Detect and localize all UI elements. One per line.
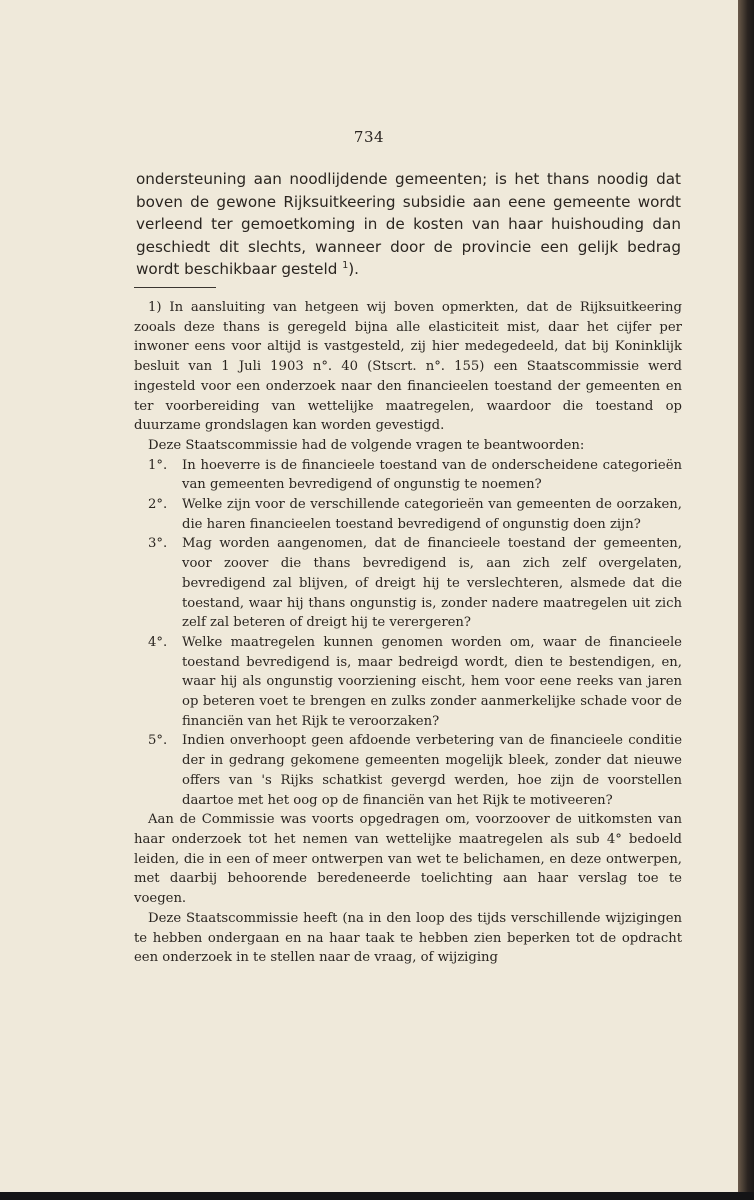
main-paragraph-end: ). <box>348 260 359 279</box>
question-item <box>134 456 682 495</box>
question-number: 2°. <box>148 497 168 513</box>
footnote-intro: Deze Staatscommissie had de volgende vragen te beantwoorden: <box>148 437 585 453</box>
footnote-paragraph-1 <box>134 298 682 436</box>
footnote-reference: 1 <box>342 260 349 272</box>
question-number: 3°. <box>148 536 168 552</box>
footnote-marker: 1) <box>148 300 162 315</box>
page-number: 734 <box>353 128 385 146</box>
main-paragraph <box>136 168 681 281</box>
question-item <box>134 495 682 534</box>
question-text: Mag worden aangenomen, dat de financieele toestand der gemeenten, voor zoover die thans bevredigend is, aan zich zelf overgelaten, bevredigend zal blijven, of dreigt hij te verslechteren, alsmede dat die toestand, waar hij thans ongunstig is, zonder nadere maatregelen uit zich zelf zal beteren of dreigt hij te verergeren? <box>182 536 682 631</box>
question-number: 5°. <box>148 733 168 749</box>
scan-bottom-edge <box>0 1192 754 1200</box>
question-item <box>134 534 682 633</box>
question-number: 1°. <box>148 457 168 473</box>
question-item <box>134 731 682 810</box>
footnote-paragraph-2: Aan de Commissie was voorts opgedragen om, voorzoover de uitkomsten van haar onderzoek tot het nemen van wettelijke maatregelen als sub 4° bedoeld leiden, die in een of meer ontwerpen van wet te belichamen, en deze ontwerpen, met daarbij behoorende beredeneerde toelichting aan haar verslag toe te voegen. <box>134 812 682 907</box>
question-text: Welke zijn voor de verschillende categorieën van gemeenten de oorzaken, die haren financieelen toestand bevredigend of ongunstig doen zijn? <box>182 497 682 532</box>
main-text <box>136 168 681 281</box>
main-paragraph-text: ondersteuning aan noodlijdende gemeenten; is het thans noodig dat boven de gewone Rijksuitkeering subsidie aan eene gemeente wordt verleend ter gemoetkoming in de kosten van haar huishouding dan geschiedt dit slechts, wanneer door de provincie een gelijk bedrag wordt beschikbaar gesteld <box>136 170 681 279</box>
question-text: Welke maatregelen kunnen genomen worden om, waar de financieele toestand bevredigend is, maar bedreigd wordt, dien te bestendigen, en, waar hij als ongunstig voorziening eischt, hem voor eene reeks van jaren op beteren voet te brengen en zulks zonder aanmerkelijke schade voor de financiën van het Rijk te veroorzaken? <box>182 634 682 729</box>
question-text: In hoeverre is de financieele toestand van de onderscheidene categorieën van gemeenten bevredigend of ongunstig te noemen? <box>182 457 682 493</box>
footnote-paragraph-3: Deze Staatscommissie heeft (na in den loop des tijds verschillende wijzigingen te hebben ondergaan en na haar taak te hebben zien beperken tot de opdracht een onderzoek in te stellen naar de vraag, of wijziging <box>134 910 682 966</box>
footnote-block <box>134 298 682 968</box>
question-item <box>134 633 682 732</box>
question-number: 4°. <box>148 634 168 650</box>
page-edge-shadow <box>738 0 754 1200</box>
footnote-paragraph-1-text: In aansluiting van hetgeen wij boven opmerkten, dat de Rijksuitkeering zooals deze thans is geregeld bijna alle elasticiteit mist, daar het cijfer per inwoner eens voor altijd is vastgesteld, zij hier medegedeeld, dat bij Koninklijk besluit van 1 Juli 1903 n°. 40 (Stscrt. n°. 155) een Staatscommissie werd ingesteld voor een onderzoek naar den financieelen toestand der gemeenten en ter voorbereiding van wettelijke maatregelen, waardoor die toestand op duurzame grondslagen kan worden gevestigd. <box>134 300 682 434</box>
footnote-divider <box>134 287 216 288</box>
question-text: Indien onverhoopt geen afdoende verbetering van de financieele conditie der in gedrang gekomene gemeenten mogelijk bleek, zonder dat nieuwe offers van 's Rijks schatkist gevergd werden, hoe zijn de voorstellen daartoe met het oog op de financiën van het Rijk te motiveeren? <box>182 733 682 808</box>
